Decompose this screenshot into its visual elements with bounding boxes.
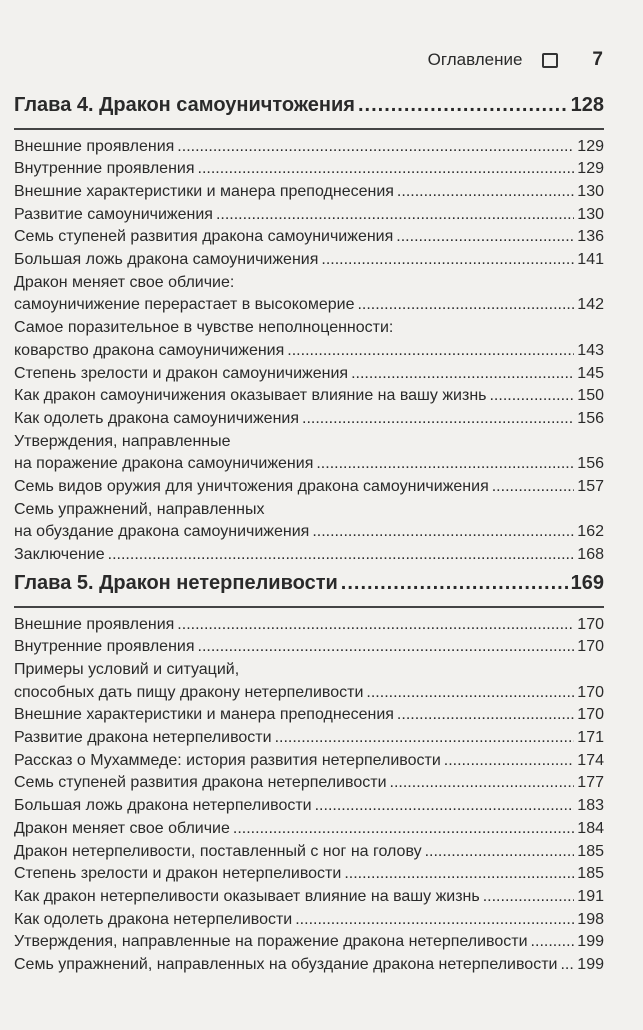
entry-page: 171 [577, 729, 604, 747]
square-bullet-icon [542, 53, 558, 68]
leader-dots [295, 909, 574, 932]
entry-text: Степень зрелости и дракон самоуничижения [14, 364, 349, 382]
chapter-divider [14, 606, 604, 608]
toc-entry[interactable] [14, 181, 604, 204]
entry-text: Большая ложь дракона нетерпеливости [14, 797, 312, 815]
leader-dots [275, 727, 575, 750]
entry-text: Степень зрелости и дракон нетерпеливости [14, 865, 342, 883]
entry-page: 184 [577, 819, 604, 837]
leader-dots [177, 614, 574, 637]
toc-entry[interactable] [14, 136, 604, 159]
toc-entry[interactable] [14, 614, 604, 637]
entry-text: Семь ступеней развития дракона самоуничижения [14, 228, 394, 246]
entry-text: Утверждения, направленные [14, 432, 231, 450]
toc-entry[interactable] [14, 750, 604, 773]
entry-text: Дракон нетерпеливости, поставленный с ног на голову [14, 842, 422, 860]
entry-text: на поражение дракона самоуничижения [14, 455, 314, 473]
entry-page: 199 [577, 956, 604, 974]
leader-dots [216, 204, 574, 227]
leader-dots [316, 453, 574, 476]
toc-entry[interactable] [14, 795, 604, 818]
leader-dots [390, 772, 575, 795]
leader-dots [321, 249, 574, 272]
chapter-4 [14, 94, 604, 567]
entry-page: 170 [577, 638, 604, 656]
entry-text: Внешние проявления [14, 615, 175, 633]
toc-entry-heading[interactable] [14, 317, 604, 340]
entry-page: 185 [577, 842, 604, 860]
entry-page: 129 [577, 160, 604, 178]
leader-dots [425, 841, 575, 864]
toc-entry[interactable] [14, 408, 604, 431]
leader-dots [397, 704, 574, 727]
leader-dots [483, 886, 575, 909]
entry-page: 130 [577, 182, 604, 200]
entry-page: 177 [577, 774, 604, 792]
toc-entry[interactable] [14, 249, 604, 272]
toc-entry[interactable] [14, 818, 604, 841]
leader-dots [492, 476, 575, 499]
entry-text: Утверждения, направленные на поражение дракона нетерпеливости [14, 933, 528, 951]
entry-text: Большая ложь дракона самоуничижения [14, 251, 319, 269]
toc-entry-heading[interactable] [14, 431, 604, 454]
leader-dots [341, 572, 568, 595]
entry-page: 162 [577, 523, 604, 541]
entry-text: самоуничижение перерастает в высокомерие [14, 296, 355, 314]
entry-text: Внешние характеристики и манера преподнесения [14, 182, 394, 200]
chapter-divider [14, 128, 604, 130]
leader-dots [531, 931, 575, 954]
entry-text: Внешние характеристики и манера преподнесения [14, 706, 394, 724]
chapter-title-row[interactable] [14, 94, 604, 124]
leader-dots [489, 385, 574, 408]
leader-dots [315, 795, 575, 818]
entry-text: коварство дракона самоуничижения [14, 341, 285, 359]
leader-dots [344, 863, 574, 886]
leader-dots [358, 94, 568, 117]
toc-entry[interactable] [14, 204, 604, 227]
leader-dots [287, 340, 574, 363]
toc-entry[interactable] [14, 909, 604, 932]
leader-dots [108, 544, 575, 567]
leader-dots [302, 408, 574, 431]
toc-entry-heading[interactable] [14, 499, 604, 522]
entry-text: Как дракон самоуничижения оказывает влияние на вашу жизнь [14, 387, 487, 405]
chapter-page: 169 [570, 572, 604, 594]
entry-text: Заключение [14, 546, 105, 564]
entry-text: Развитие самоуничижения [14, 205, 213, 223]
entry-page: 143 [577, 341, 604, 359]
entry-text: Внутренние проявления [14, 160, 195, 178]
leader-dots [312, 521, 574, 544]
chapter-entries [14, 614, 604, 977]
entry-text: Дракон меняет свое обличие [14, 819, 230, 837]
leader-dots [198, 636, 575, 659]
entry-text: Рассказ о Мухаммеде: история развития нетерпеливости [14, 751, 441, 769]
entry-page: 156 [577, 455, 604, 473]
chapter-title-row[interactable] [14, 572, 604, 602]
entry-text: Дракон меняет свое обличие: [14, 273, 235, 291]
entry-text: Семь видов оружия для уничтожения дракона самоуничижения [14, 478, 489, 496]
leader-dots [233, 818, 574, 841]
entry-text: Развитие дракона нетерпеливости [14, 729, 272, 747]
leader-dots [397, 181, 574, 204]
entry-page: 168 [577, 546, 604, 564]
leader-dots [396, 226, 574, 249]
chapter-entries [14, 136, 604, 567]
entry-page: 183 [577, 797, 604, 815]
entry-page: 130 [577, 205, 604, 223]
entry-page: 170 [577, 683, 604, 701]
toc-entry[interactable] [14, 863, 604, 886]
leader-dots [177, 136, 574, 159]
entry-text: Как одолеть дракона самоуничижения [14, 409, 299, 427]
toc-entry[interactable] [14, 521, 604, 544]
entry-page: 199 [577, 933, 604, 951]
entry-page: 170 [577, 615, 604, 633]
toc-entry[interactable] [14, 841, 604, 864]
entry-text: Внутренние проявления [14, 638, 195, 656]
entry-page: 142 [577, 296, 604, 314]
chapter-title: Глава 5. Дракон нетерпеливости [14, 572, 338, 594]
entry-page: 150 [577, 387, 604, 405]
toc-entry[interactable] [14, 636, 604, 659]
entry-page: 185 [577, 865, 604, 883]
toc-entry[interactable] [14, 476, 604, 499]
leader-dots [357, 294, 574, 317]
running-header [428, 48, 603, 72]
toc-entry[interactable] [14, 886, 604, 909]
leader-dots [366, 682, 574, 705]
leader-dots [351, 363, 574, 386]
entry-page: 170 [577, 706, 604, 724]
entry-text: Внешние проявления [14, 137, 175, 155]
entry-page: 174 [577, 751, 604, 769]
toc-entry-heading[interactable] [14, 659, 604, 682]
entry-page: 191 [577, 887, 604, 905]
entry-text: Семь упражнений, направленных на обуздание дракона нетерпеливости [14, 956, 558, 974]
toc-entry[interactable] [14, 294, 604, 317]
entry-page: 198 [577, 910, 604, 928]
entry-text: способных дать пищу дракону нетерпеливости [14, 683, 364, 701]
entry-page: 156 [577, 409, 604, 427]
leader-dots [198, 158, 575, 181]
chapter-title: Глава 4. Дракон самоуничтожения [14, 94, 355, 116]
entry-text: Как одолеть дракона нетерпеливости [14, 910, 293, 928]
toc-entry[interactable] [14, 954, 604, 977]
toc-entry[interactable] [14, 931, 604, 954]
toc-entry[interactable] [14, 158, 604, 181]
leader-dots [444, 750, 575, 773]
toc-entry[interactable] [14, 363, 604, 386]
section-title: Оглавление [427, 50, 523, 69]
toc-entry[interactable] [14, 772, 604, 795]
chapter-page: 128 [570, 94, 604, 116]
toc-entry[interactable] [14, 682, 604, 705]
leader-dots [560, 954, 574, 977]
toc-entry[interactable] [14, 385, 604, 408]
entry-page: 157 [577, 478, 604, 496]
entry-text: на обуздание дракона самоуничижения [14, 523, 310, 541]
entry-page: 141 [577, 251, 604, 269]
entry-text: Семь ступеней развития дракона нетерпеливости [14, 774, 387, 792]
entry-text: Как дракон нетерпеливости оказывает влияние на вашу жизнь [14, 887, 480, 905]
chapter-5 [14, 572, 604, 977]
toc-entry-heading[interactable] [14, 272, 604, 295]
entry-page: 136 [577, 228, 604, 246]
toc-entry[interactable] [14, 704, 604, 727]
entry-text: Семь упражнений, направленных [14, 500, 265, 518]
toc-entry[interactable] [14, 453, 604, 476]
toc-entry[interactable] [14, 544, 604, 567]
toc-entry[interactable] [14, 340, 604, 363]
entry-text: Самое поразительное в чувстве неполноценности: [14, 319, 394, 337]
page-number: 7 [592, 49, 603, 70]
entry-text: Примеры условий и ситуаций, [14, 660, 240, 678]
entry-page: 145 [577, 364, 604, 382]
toc-entry[interactable] [14, 727, 604, 750]
entry-page: 129 [577, 137, 604, 155]
toc-entry[interactable] [14, 226, 604, 249]
